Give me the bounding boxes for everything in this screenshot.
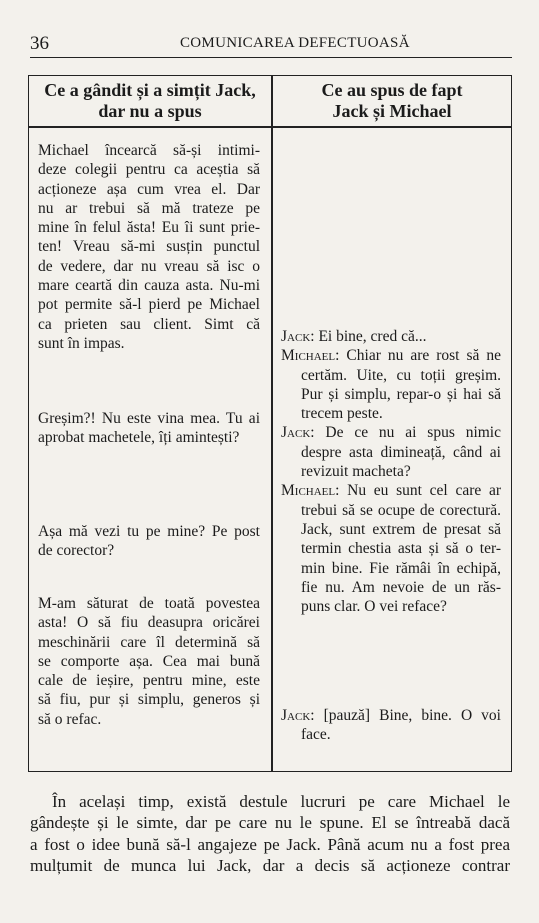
text-line: trebui să se ocupe de corectură. xyxy=(301,501,501,519)
text-line: acționeze așa cum vrea el. Dar xyxy=(38,180,260,198)
speech-text: Chiar nu are rost să ne xyxy=(346,347,502,365)
speaker-label: Michael: xyxy=(281,482,340,500)
text-line: M-am săturat de toată povestea xyxy=(38,595,260,612)
speaker-label: Michael: xyxy=(281,347,340,365)
text-line: mare ceartă din cauza asta. Nu-mi xyxy=(38,277,260,295)
text-line: Greșim?! Nu este vina mea. Tu ai xyxy=(38,410,260,427)
right-column-heading xyxy=(276,80,508,122)
speech-text: Ei bine, cred că... xyxy=(318,328,427,345)
thought-block-4 xyxy=(38,594,260,729)
speaker-label: Jack: xyxy=(281,707,315,724)
text-line: revizuit macheta? xyxy=(301,463,411,481)
text-line: certăm. Uite, cu toții greșim. xyxy=(301,366,501,384)
left-column-heading xyxy=(34,80,266,122)
dialogue-line xyxy=(281,346,501,365)
text-line: min bine. Fie rămâi în echipă, xyxy=(301,559,501,577)
speech-text: [pauză] Bine, bine. O voi xyxy=(323,707,501,724)
text-line: nu ar trebui să mă trateze pe xyxy=(38,199,260,217)
text-line: termin chestia asta și să o ter- xyxy=(301,540,501,558)
text-line: puns clar. O vei reface? xyxy=(301,598,447,616)
paragraph-line: gândește și le simte, dar pe care nu le spune. El se întreabă dacă xyxy=(30,813,510,833)
text-line: se comporte așa. Cea mai bună xyxy=(38,652,260,670)
right-heading-line: Ce au spus de fapt xyxy=(321,80,463,100)
text-line: Pur și simplu, repar-o și hai să xyxy=(301,385,501,403)
dialogue-block-final xyxy=(281,706,501,745)
paragraph-line: mulțumit de munca lui Jack, dar a decis să acționeze contrar xyxy=(30,855,510,875)
column-divider xyxy=(271,76,273,771)
text-line: de vedere, dar nu vreau să isc o xyxy=(38,257,260,275)
left-heading-line: Ce a gândit și a simțit Jack, xyxy=(44,80,256,100)
text-line: cale de ieșire, pentru mine, este xyxy=(38,672,260,690)
left-heading-line: dar nu a spus xyxy=(98,101,202,121)
running-title: COMUNICAREA DEFECTUOASĂ xyxy=(180,35,410,51)
text-line: face. xyxy=(301,726,331,744)
dialogue-line xyxy=(281,481,501,500)
text-line: despre asta dimineață, când ai xyxy=(301,443,501,461)
text-line: meschinării care îl determină să xyxy=(38,633,260,651)
text-line: deze colegii pentru ca aceștia să xyxy=(38,161,260,179)
speech-text: Nu eu sunt cel care ar xyxy=(347,482,502,500)
thought-block-1 xyxy=(38,141,260,353)
page-header xyxy=(30,33,512,58)
text-line: Așa mă vezi tu pe mine? Pe post xyxy=(38,523,260,540)
text-line: mine în felul ăsta! Eu îi sunt prie- xyxy=(38,219,260,237)
header-rule xyxy=(29,126,511,128)
text-line: Michael încearcă să-și intimi- xyxy=(38,142,260,159)
text-line: ca prieten sau client. Simt că xyxy=(38,315,260,333)
text-line: aprobat machetele, îți amintești? xyxy=(38,429,240,447)
page-number: 36 xyxy=(30,33,49,54)
dialogue-line xyxy=(281,327,501,346)
thought-block-3 xyxy=(38,522,260,561)
thought-block-2 xyxy=(38,409,260,448)
speaker-label: Jack: xyxy=(281,328,315,345)
paragraph-line: În același timp, există destule lucruri pe care Michael le xyxy=(52,792,510,811)
text-line: trecem peste. xyxy=(301,405,383,423)
dialogue-table xyxy=(28,75,512,772)
text-line: să o refac. xyxy=(38,710,102,728)
speech-text: De ce nu ai spus nimic xyxy=(325,424,501,442)
text-line: pot permite să-l pierd pe Michael xyxy=(38,296,260,314)
paragraph-line: a fost o idee bună să-l angajeze pe Jack. Până acum nu a fost prea xyxy=(30,834,510,854)
dialogue-line xyxy=(281,706,501,725)
text-line: de corector? xyxy=(38,542,115,560)
dialogue-block xyxy=(281,327,501,616)
right-heading-line: Jack și Michael xyxy=(332,101,452,121)
speaker-label: Jack: xyxy=(281,424,315,442)
text-line: sunt în impas. xyxy=(38,334,125,352)
text-line: fie nu. Am nevoie de un răs- xyxy=(301,578,501,596)
text-line: asta! O să fiu deasupra oricărei xyxy=(38,614,260,632)
dialogue-line xyxy=(281,423,501,442)
body-paragraph xyxy=(30,791,510,876)
text-line: ten! Vreau să-mi susțin punctul xyxy=(38,238,260,256)
text-line: să fiu, pur și simplu, generos și xyxy=(38,691,260,709)
text-line: Jack, sunt extrem de presat să xyxy=(301,520,501,538)
